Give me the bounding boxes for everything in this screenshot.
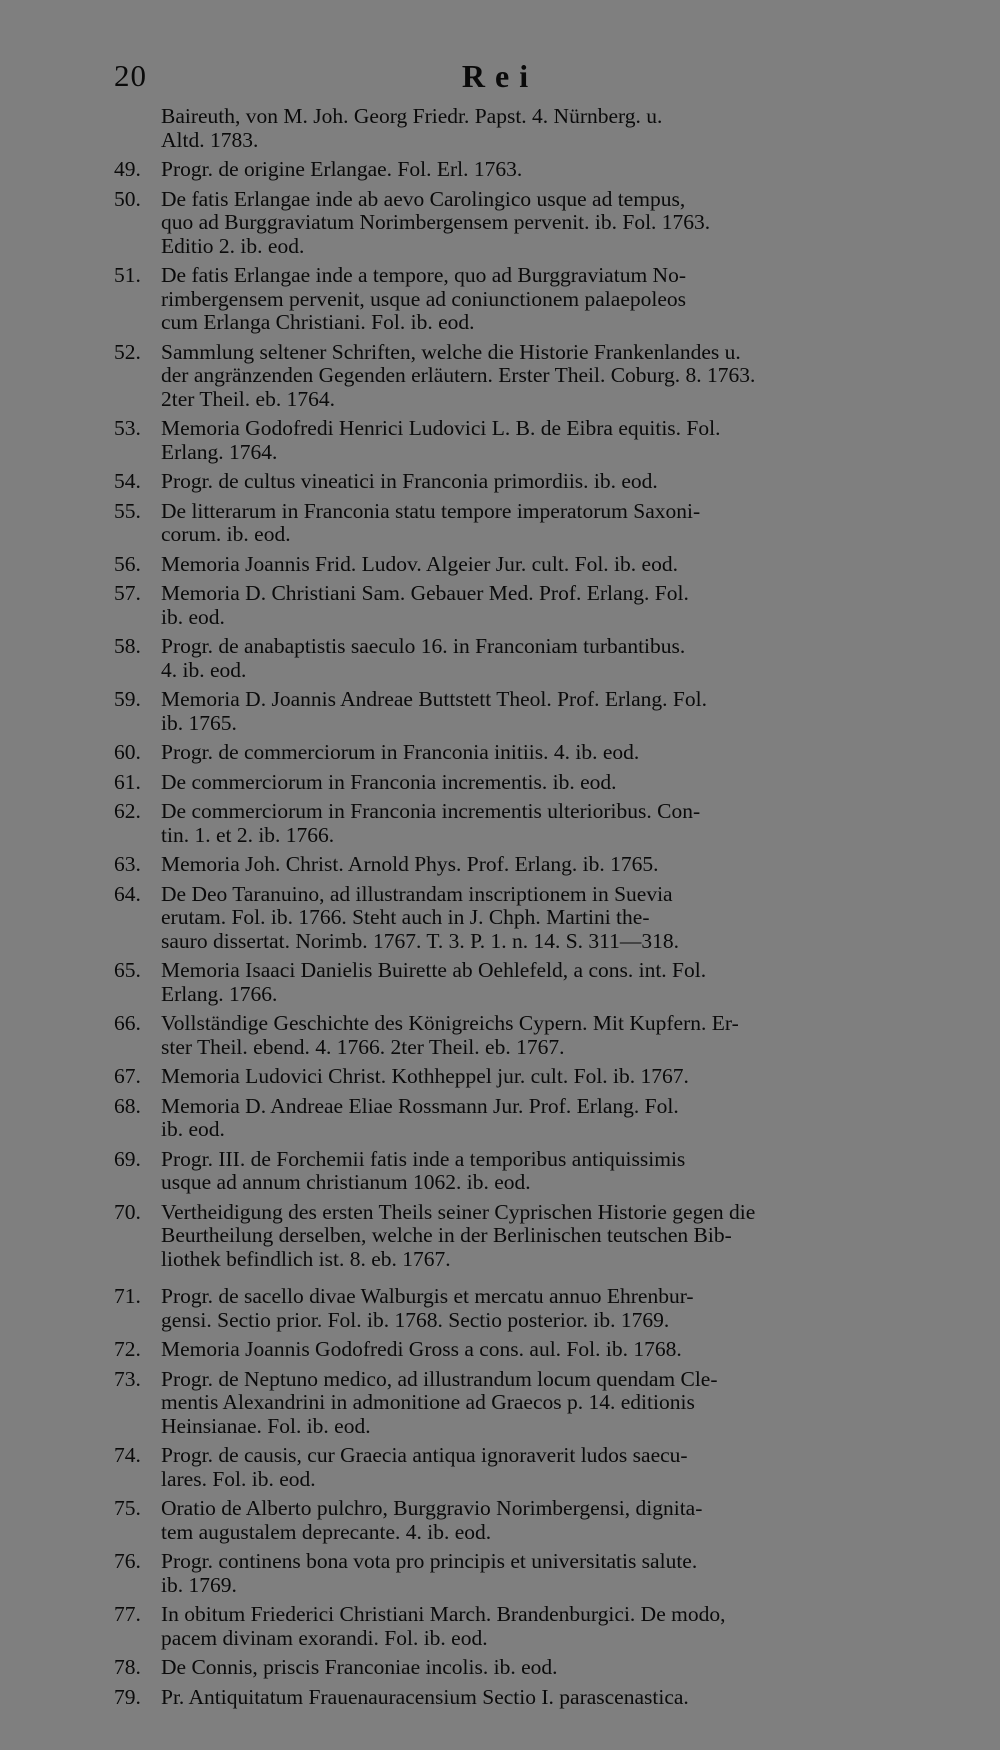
entry-line: Progr. de cultus vineatici in Franconia primordiis. ib. eod.: [161, 469, 658, 493]
entry-line: Beurtheilung derselben, welche in der Berlinischen teutschen Bib-: [161, 1223, 732, 1247]
entry-text: [161, 1497, 952, 1544]
entry-number: 79.: [114, 1684, 141, 1709]
entry-line: lares. Fol. ib. eod.: [161, 1466, 316, 1491]
entry-line: ib. eod.: [161, 604, 225, 629]
bibliography-entry: [96, 553, 952, 577]
entry-number: 62.: [114, 799, 141, 823]
entry-line: 4. ib. eod.: [161, 657, 247, 682]
entry-number: 69.: [114, 1146, 141, 1171]
entry-text: [161, 500, 952, 547]
bibliography-entry: [96, 688, 952, 735]
entry-line: De commerciorum in Franconia incrementis ulterioribus. Con-: [161, 799, 701, 823]
entry-line: usque ad annum christianum 1062. ib. eod.: [161, 1170, 531, 1194]
entry-number: 51.: [114, 263, 141, 287]
entry-line: Sammlung seltener Schriften, welche die Historie Frankenlandes u.: [161, 339, 741, 364]
running-head: Rei: [461, 58, 539, 94]
bibliography-entry: [96, 500, 952, 547]
entry-number: 78.: [114, 1655, 141, 1679]
entry-text: [161, 883, 952, 954]
entry-line: quo ad Burggraviatum Norimbergensem pervenit. ib. Fol. 1763.: [161, 210, 711, 234]
entry-text: [161, 635, 952, 682]
entry-line: Pr. Antiquitatum Frauenauracensium Sectio I. parascenastica.: [161, 1684, 689, 1709]
entry-line: ib. 1769.: [161, 1572, 237, 1597]
entry-line: ster Theil. ebend. 4. 1766. 2ter Theil. eb. 1767.: [161, 1034, 565, 1059]
entry-line: Progr. III. de Forchemii fatis inde a temporibus antiquissimis: [161, 1146, 686, 1171]
bibliography-entry: [96, 1550, 952, 1597]
entry-line: Progr. de anabaptistis saeculo 16. in Franconiam turbantibus.: [161, 634, 686, 658]
entry-line: Memoria D. Joannis Andreae Buttstett Theol. Prof. Erlang. Fol.: [161, 687, 707, 711]
entry-line: Progr. de Neptuno medico, ad illustrandum locum quendam Cle-: [161, 1366, 718, 1391]
entry-number: 52.: [114, 339, 141, 364]
entry-number: 75.: [114, 1496, 141, 1520]
entry-line: Progr. de sacello divae Walburgis et mercatu annuo Ehrenbur-: [161, 1284, 694, 1308]
entry-text: [161, 688, 952, 735]
bibliography-entry: [96, 1368, 952, 1439]
entry-number: 61.: [114, 769, 141, 794]
entry-line: 2ter Theil. eb. 1764.: [161, 386, 335, 411]
entry-text: [161, 470, 952, 494]
entry-text: [161, 1065, 952, 1089]
entry-text: [161, 800, 952, 847]
bibliography-entry: [96, 1603, 952, 1650]
entry-line: Progr. continens bona vota pro principis et universitatis salute.: [161, 1549, 698, 1573]
bibliography-entry: [96, 800, 952, 847]
entry-line: gensi. Sectio prior. Fol. ib. 1768. Sectio posterior. ib. 1769.: [161, 1307, 670, 1332]
entry-text: [161, 1012, 952, 1059]
entry-number: 56.: [114, 551, 141, 576]
entry-text: [161, 1285, 952, 1332]
entry-line: tin. 1. et 2. ib. 1766.: [161, 822, 335, 847]
entry-number: 59.: [114, 687, 141, 711]
entry-number: 49.: [114, 157, 141, 181]
entry-text: [161, 417, 952, 464]
entry-line: Progr. de causis, cur Graecia antiqua ignoraverit ludos saecu-: [161, 1443, 688, 1467]
bibliography-entry: [96, 105, 952, 152]
entry-line: Memoria D. Christiani Sam. Gebauer Med. Prof. Erlang. Fol.: [161, 581, 689, 605]
entry-line: Heinsianae. Fol. ib. eod.: [161, 1413, 371, 1438]
entry-line: mentis Alexandrini in admonitione ad Graecos p. 14. editionis: [161, 1390, 695, 1414]
entry-number: 73.: [114, 1366, 141, 1391]
entry-number: 57.: [114, 581, 141, 605]
bibliography-entry: [96, 1285, 952, 1332]
bibliography-entry: [96, 582, 952, 629]
entry-line: Erlang. 1766.: [161, 981, 278, 1006]
entry-text: [161, 341, 952, 412]
entry-text: [161, 959, 952, 1006]
entry-number: 71.: [114, 1284, 141, 1308]
bibliography-entry: [96, 883, 952, 954]
entry-number: 68.: [114, 1093, 141, 1118]
entry-line: Memoria Joh. Christ. Arnold Phys. Prof. Erlang. ib. 1765.: [161, 852, 659, 876]
entry-line: De litterarum in Franconia statu tempore imperatorum Saxoni-: [161, 498, 701, 523]
bibliography-entry: [96, 1095, 952, 1142]
entry-line: De Connis, priscis Franconiae incolis. ib. eod.: [161, 1655, 558, 1679]
entry-number: 72.: [114, 1337, 141, 1361]
bibliography-entry: [96, 470, 952, 494]
entry-line: sauro dissertat. Norimb. 1767. T. 3. P. 1. n. 14. S. 311—318.: [161, 928, 679, 953]
entry-text: [161, 158, 952, 182]
entry-line: Memoria Isaaci Danielis Buirette ab Oehlefeld, a cons. int. Fol.: [161, 958, 707, 982]
bibliography-entry: [96, 1148, 952, 1195]
entry-line: Memoria Ludovici Christ. Kothheppel jur. cult. Fol. ib. 1767.: [161, 1064, 689, 1088]
entry-text: [161, 1603, 952, 1650]
entry-line: Memoria D. Andreae Eliae Rossmann Jur. Prof. Erlang. Fol.: [161, 1093, 679, 1118]
entry-line: Progr. de origine Erlangae. Fol. Erl. 1763.: [161, 157, 523, 181]
entry-line: Vollständige Geschichte des Königreichs Cypern. Mit Kupfern. Er-: [161, 1011, 739, 1035]
entry-number: 54.: [114, 469, 141, 493]
entry-text: [161, 188, 952, 259]
entry-text: [161, 771, 952, 795]
entry-number: 67.: [114, 1064, 141, 1088]
entry-number: 53.: [114, 416, 141, 440]
bibliography-entry: [96, 1201, 952, 1272]
entry-text: [161, 1368, 952, 1439]
entry-text: [161, 853, 952, 877]
entry-text: [161, 553, 952, 577]
entry-text: [161, 1338, 952, 1362]
entry-line: De fatis Erlangae inde a tempore, quo ad Burggraviatum No-: [161, 263, 686, 287]
entry-number: 60.: [114, 740, 141, 764]
entry-number: 58.: [114, 634, 141, 658]
bibliography-entry: [96, 1338, 952, 1362]
entry-line: De fatis Erlangae inde ab aevo Carolingico usque ad tempus,: [161, 186, 686, 211]
entry-number: 70.: [114, 1199, 141, 1224]
entry-line: Editio 2. ib. eod.: [161, 233, 305, 258]
entry-number: 63.: [114, 852, 141, 876]
entry-line: erutam. Fol. ib. 1766. Steht auch in J. Chph. Martini the-: [161, 905, 650, 929]
entry-number: 66.: [114, 1011, 141, 1035]
bibliography-entry: [96, 741, 952, 765]
bibliography-entry: [96, 1686, 952, 1710]
entry-number: 74.: [114, 1443, 141, 1467]
entry-number: 76.: [114, 1549, 141, 1573]
entry-number: 50.: [114, 186, 141, 211]
entry-line: Baireuth, von M. Joh. Georg Friedr. Papst. 4. Nürnberg. u.: [161, 104, 663, 128]
entry-line: corum. ib. eod.: [161, 522, 291, 546]
entry-text: [161, 1686, 952, 1710]
entry-text: [161, 1550, 952, 1597]
bibliography-entry: [96, 635, 952, 682]
entry-line: De Deo Taranuino, ad illustrandam inscriptionem in Suevia: [161, 881, 673, 906]
entry-line: ib. 1765.: [161, 710, 237, 735]
entry-number: 55.: [114, 498, 141, 523]
entry-line: liothek befindlich ist. 8. eb. 1767.: [161, 1246, 451, 1271]
bibliography-entry: [96, 417, 952, 464]
entry-line: cum Erlanga Christiani. Fol. ib. eod.: [161, 310, 475, 334]
bibliography-entry: [96, 1012, 952, 1059]
entry-line: ib. eod.: [161, 1117, 225, 1141]
entry-text: [161, 582, 952, 629]
bibliography-entry: [96, 341, 952, 412]
bibliography-entry: [96, 188, 952, 259]
entry-line: Oratio de Alberto pulchro, Burggravio Norimbergensi, dignita-: [161, 1496, 703, 1520]
bibliography-entry: [96, 1065, 952, 1089]
bibliography-entry: [96, 959, 952, 1006]
bibliography-entry: [96, 158, 952, 182]
page-number: 20: [114, 58, 147, 93]
bibliography-entry: [96, 771, 952, 795]
entry-text: [161, 105, 952, 152]
entry-number: 77.: [114, 1602, 141, 1626]
entry-line: Memoria Godofredi Henrici Ludovici L. B. de Eibra equitis. Fol.: [161, 416, 721, 440]
entry-text: [161, 264, 952, 335]
entry-line: pacem divinam exorandi. Fol. ib. eod.: [161, 1625, 488, 1650]
entry-line: In obitum Friederici Christiani March. Brandenburgici. De modo,: [161, 1602, 726, 1626]
entry-text: [161, 1201, 952, 1272]
bibliography-entry: [96, 1497, 952, 1544]
entry-line: Progr. de commerciorum in Franconia initiis. 4. ib. eod.: [161, 740, 640, 764]
entry-line: Memoria Joannis Frid. Ludov. Algeier Jur. cult. Fol. ib. eod.: [161, 551, 678, 576]
entry-text: [161, 1656, 952, 1680]
entry-line: Altd. 1783.: [161, 127, 259, 152]
entry-number: 65.: [114, 958, 141, 982]
entry-text: [161, 1444, 952, 1491]
bibliography-entry: [96, 1444, 952, 1491]
entry-line: der angränzenden Gegenden erläutern. Erster Theil. Coburg. 8. 1763.: [161, 363, 756, 387]
bibliography-list: [96, 105, 952, 1715]
entry-text: [161, 741, 952, 765]
entry-line: De commerciorum in Franconia incrementis. ib. eod.: [161, 769, 617, 794]
entry-text: [161, 1148, 952, 1195]
entry-line: Erlang. 1764.: [161, 439, 278, 464]
bibliography-entry: [96, 264, 952, 335]
entry-line: tem augustalem deprecante. 4. ib. eod.: [161, 1519, 492, 1544]
entry-line: Memoria Joannis Godofredi Gross a cons. aul. Fol. ib. 1768.: [161, 1337, 682, 1361]
bibliography-entry: [96, 853, 952, 877]
entry-line: rimbergensem pervenit, usque ad coniunctionem palaepoleos: [161, 286, 686, 311]
entry-number: 64.: [114, 881, 141, 906]
entry-line: Vertheidigung des ersten Theils seiner Cyprischen Historie gegen die: [161, 1199, 756, 1224]
entry-text: [161, 1095, 952, 1142]
bibliography-entry: [96, 1656, 952, 1680]
